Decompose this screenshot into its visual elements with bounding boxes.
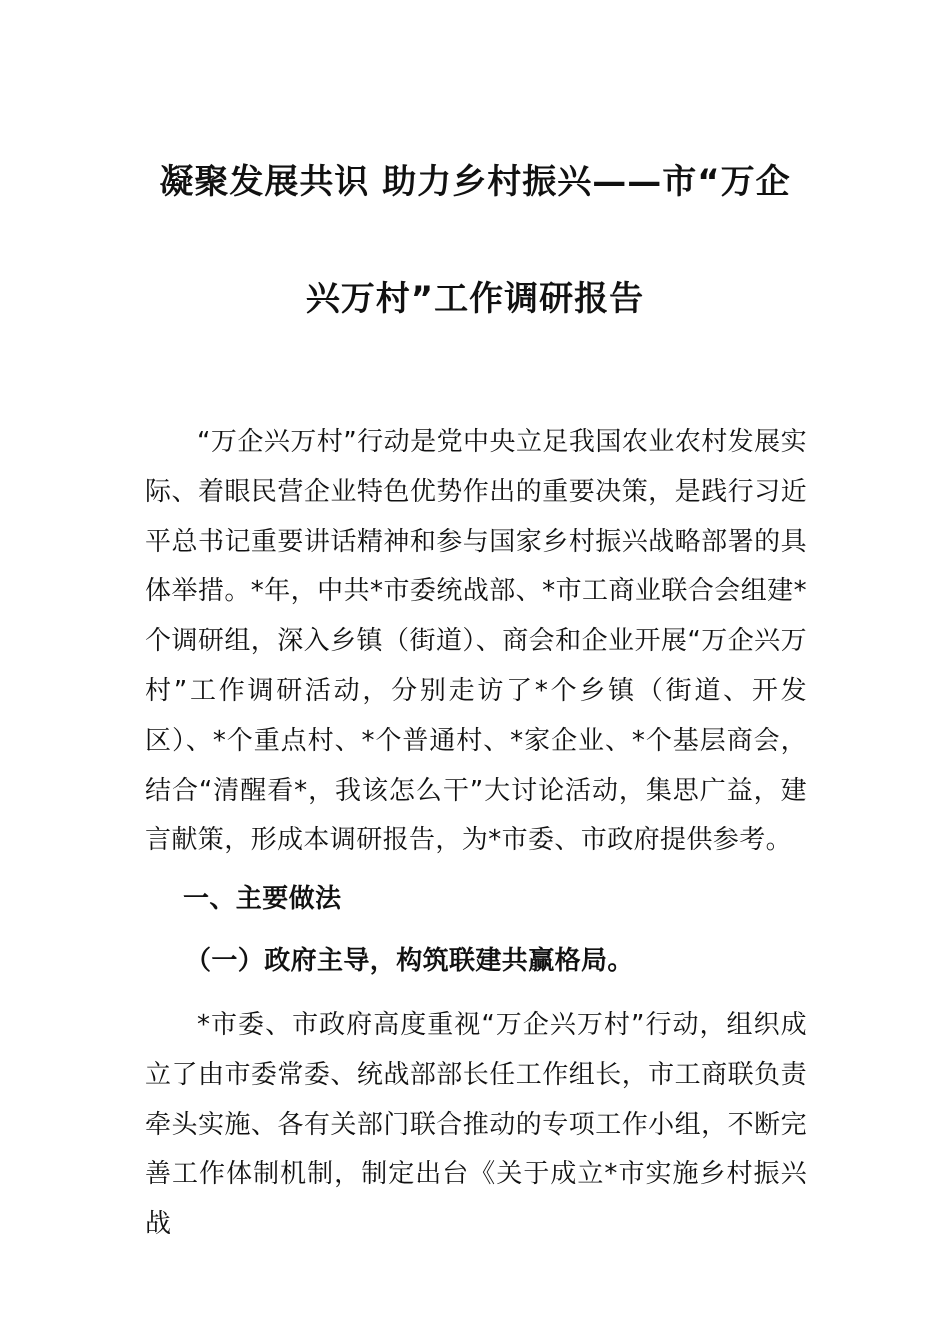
body-paragraph: *市委、市政府高度重视“万企兴万村”行动，组织成立了由市委常委、统战部部长任工作组长，市工商联负责牵头实施、各有关部门联合推动的专项工作小组，不断完善工作体制机制，制定出台《关于成立*市实施乡村振兴战 <box>145 1010 807 1240</box>
intro-paragraph: “万企兴万村”行动是党中央立足我国农业农村发展实际、着眼民营企业特色优势作出的重要决策，是践行习近平总书记重要讲话精神和参与国家乡村振兴战略部署的具体举措。*年，中共*市委统战部、*市工商业联合会组建*个调研组，深入乡镇（街道）、商会和企业开展“万企兴万村”工作调研活动，分别走访了*个乡镇（街道、开发区）、*个重点村、*个普通村、*家企业、*个基层商会，结合“清醒看*，我该怎么干”大讨论活动，集思广益，建言献策，形成本调研报告，为*市委、市政府提供参考。 <box>145 427 807 856</box>
section-heading-main-practices: 一、主要做法 <box>183 884 342 914</box>
document-title-line-1: 凝聚发展共识 助力乡村振兴——市“万企 <box>159 162 791 202</box>
document-title-line-2: 兴万村”工作调研报告 <box>305 279 645 319</box>
subsection-heading-government-led: （一）政府主导，构筑联建共赢格局。 <box>185 946 634 976</box>
